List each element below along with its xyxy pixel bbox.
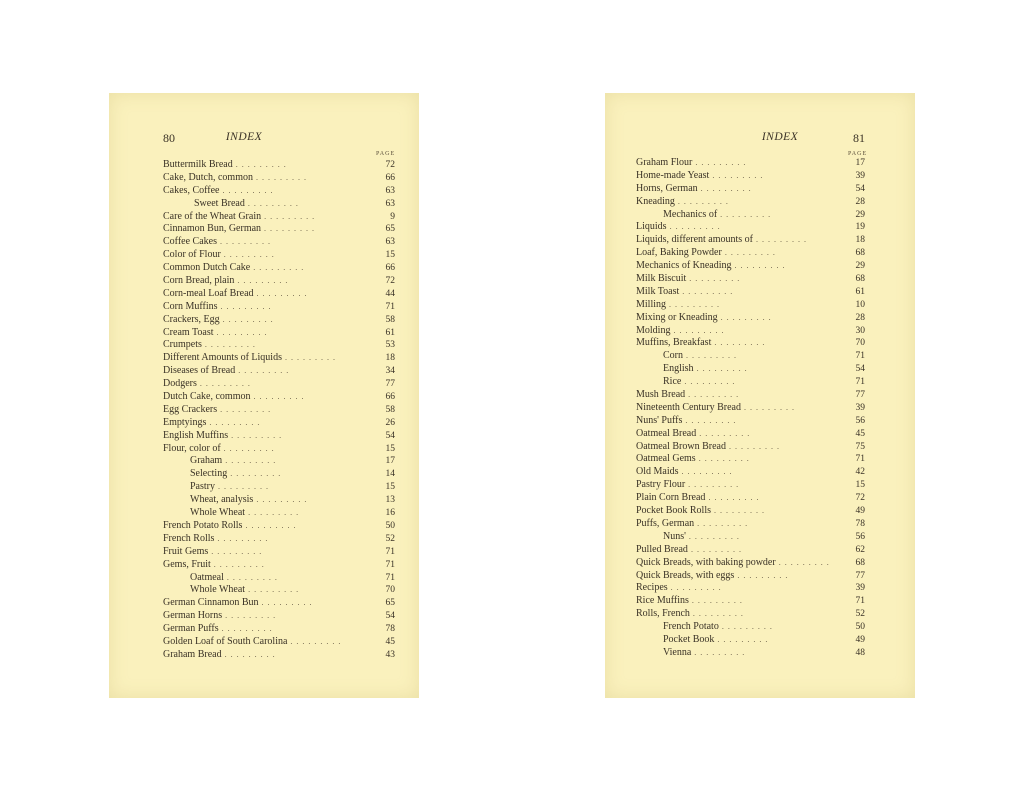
index-entry bbox=[109, 275, 419, 288]
index-entry bbox=[109, 468, 419, 481]
index-entry-label: Corn Bread, plain . . bbox=[163, 275, 288, 288]
index-entry bbox=[605, 247, 915, 260]
index-entry-page: 43 bbox=[385, 649, 395, 660]
index-entry bbox=[109, 481, 419, 494]
index-entry bbox=[109, 288, 419, 301]
index-entry-page: 15 bbox=[385, 443, 395, 454]
index-entry bbox=[605, 170, 915, 183]
index-entry bbox=[605, 337, 915, 350]
index-entry-page: 56 bbox=[855, 415, 865, 426]
index-entry bbox=[109, 159, 419, 172]
index-entry bbox=[605, 363, 915, 376]
index-entry bbox=[605, 595, 915, 608]
index-entry-page: 10 bbox=[855, 299, 865, 310]
index-entry bbox=[605, 531, 915, 544]
index-entry-page: 58 bbox=[385, 314, 395, 325]
index-entry-label: Common Dutch Cake . . bbox=[163, 262, 304, 275]
index-entry bbox=[109, 636, 419, 649]
index-entry-label: Graham Flour . . bbox=[636, 157, 746, 170]
index-entry bbox=[109, 185, 419, 198]
index-entry bbox=[109, 597, 419, 610]
index-entry bbox=[605, 544, 915, 557]
index-entry bbox=[605, 557, 915, 570]
index-entry-label: Nuns' Puffs . . bbox=[636, 415, 736, 428]
index-entry bbox=[605, 157, 915, 170]
index-entry bbox=[605, 518, 915, 531]
index-entry-page: 66 bbox=[385, 392, 395, 403]
index-entry-page: 61 bbox=[385, 327, 395, 338]
index-entry-label: Wheat, analysis . . bbox=[190, 494, 307, 507]
index-entry bbox=[605, 273, 915, 286]
index-entry bbox=[109, 262, 419, 275]
index-entry-label: French Potato Rolls . . bbox=[163, 520, 296, 533]
index-entry bbox=[605, 221, 915, 234]
index-entry-page: 18 bbox=[855, 235, 865, 246]
index-entry-label: Nineteenth Century Bread . . bbox=[636, 402, 795, 415]
index-entry bbox=[109, 623, 419, 636]
index-entry-page: 45 bbox=[855, 428, 865, 439]
index-entry-label: French Rolls . . bbox=[163, 533, 268, 546]
index-entry bbox=[605, 492, 915, 505]
index-entry-label: Oatmeal Brown Bread . . bbox=[636, 441, 780, 454]
index-entry-page: 68 bbox=[855, 557, 865, 568]
index-entry-page: 56 bbox=[855, 531, 865, 542]
index-entry bbox=[605, 376, 915, 389]
page-column-label: PAGE bbox=[376, 151, 396, 157]
index-entry-page: 63 bbox=[385, 237, 395, 248]
index-entry-label: Vienna . . bbox=[663, 647, 745, 660]
index-entry-label: Fruit Gems . . bbox=[163, 546, 262, 559]
index-entry-page: 77 bbox=[385, 379, 395, 390]
index-entry-page: 39 bbox=[855, 402, 865, 413]
index-entry-page: 9 bbox=[390, 211, 395, 222]
index-entry-label: Home-made Yeast . . bbox=[636, 170, 763, 183]
index-entry bbox=[605, 466, 915, 479]
index-entry-page: 39 bbox=[855, 583, 865, 594]
index-entry-label: Color of Flour . . bbox=[163, 249, 275, 262]
index-entry-label: Graham Bread . . bbox=[163, 649, 276, 662]
index-entry-label: Kneading . . bbox=[636, 196, 729, 209]
index-entry-label: Quick Breads, with eggs . . bbox=[636, 570, 788, 583]
index-entry-page: 71 bbox=[385, 546, 395, 557]
index-entry-page: 28 bbox=[855, 312, 865, 323]
index-entry-page: 61 bbox=[855, 286, 865, 297]
index-entry-label: Corn Muffins . . bbox=[163, 301, 272, 314]
left-page bbox=[109, 93, 419, 698]
index-entry bbox=[109, 223, 419, 236]
index-entry-page: 52 bbox=[855, 609, 865, 620]
index-entry-label: Recipes . . bbox=[636, 582, 722, 595]
index-entry-page: 50 bbox=[855, 622, 865, 633]
index-entry bbox=[109, 249, 419, 262]
index-entry bbox=[605, 286, 915, 299]
index-entry-page: 54 bbox=[385, 611, 395, 622]
index-entry-page: 62 bbox=[855, 544, 865, 555]
index-entry-label: French Potato . . bbox=[663, 621, 773, 634]
index-entry-label: Milling . . bbox=[636, 299, 720, 312]
index-entry bbox=[605, 350, 915, 363]
index-entry-label: Loaf, Baking Powder . . bbox=[636, 247, 776, 260]
index-entry-label: Buttermilk Bread . . bbox=[163, 159, 287, 172]
index-entry bbox=[109, 339, 419, 352]
index-entry-page: 29 bbox=[855, 209, 865, 220]
index-entry-label: Mechanics of Kneading . . bbox=[636, 260, 786, 273]
index-entry-page: 72 bbox=[385, 276, 395, 287]
index-entry-page: 49 bbox=[855, 634, 865, 645]
page-column-label: PAGE bbox=[848, 151, 868, 157]
index-entry-label: Coffee Cakes . . bbox=[163, 236, 271, 249]
index-entry bbox=[605, 570, 915, 583]
index-entry-page: 26 bbox=[385, 417, 395, 428]
index-entry-page: 70 bbox=[855, 338, 865, 349]
index-entry-page: 75 bbox=[855, 441, 865, 452]
index-entry-page: 50 bbox=[385, 520, 395, 531]
index-entries bbox=[605, 157, 915, 660]
index-entry-label: Rice . . bbox=[663, 376, 735, 389]
index-entry-page: 19 bbox=[855, 222, 865, 233]
index-entry bbox=[605, 582, 915, 595]
index-entry-page: 17 bbox=[855, 158, 865, 168]
index-entry-label: Pastry . . bbox=[190, 481, 269, 494]
index-entry-label: Sweet Bread . . bbox=[194, 198, 299, 211]
index-entry-label: Liquids, different amounts of . . bbox=[636, 234, 807, 247]
index-entry bbox=[109, 301, 419, 314]
index-entry-page: 78 bbox=[385, 624, 395, 635]
index-entry-label: Whole Wheat . . bbox=[190, 507, 299, 520]
index-entry-page: 34 bbox=[385, 366, 395, 377]
index-entry-label: Gems, Fruit . . bbox=[163, 559, 265, 572]
index-entry-label: Plain Corn Bread . . bbox=[636, 492, 759, 505]
index-entry-label: Crumpets . . bbox=[163, 339, 256, 352]
index-entry-label: English . . bbox=[663, 363, 748, 376]
index-entry-label: Dutch Cake, common . . bbox=[163, 391, 304, 404]
index-entry bbox=[109, 236, 419, 249]
index-entry-label: Rolls, French . . bbox=[636, 608, 744, 621]
index-entry-label: Diseases of Bread . . bbox=[163, 365, 289, 378]
index-entry bbox=[109, 404, 419, 417]
index-entry-label: Cinnamon Bun, German . . bbox=[163, 223, 315, 236]
index-entry-label: Mush Bread . . bbox=[636, 389, 739, 402]
index-entry bbox=[109, 211, 419, 224]
index-entry-page: 71 bbox=[385, 301, 395, 312]
running-title: INDEX bbox=[761, 131, 799, 143]
index-entry-page: 77 bbox=[855, 390, 865, 401]
index-entry-page: 44 bbox=[385, 288, 395, 299]
index-entry bbox=[109, 172, 419, 185]
index-entry-page: 68 bbox=[855, 274, 865, 285]
index-entry-page: 78 bbox=[855, 518, 865, 529]
running-title: INDEX bbox=[225, 131, 263, 143]
index-entry-page: 77 bbox=[855, 570, 865, 581]
page-number: 81 bbox=[853, 131, 865, 145]
index-entry-page: 14 bbox=[385, 469, 395, 480]
index-entry-label: Corn . . bbox=[663, 350, 737, 363]
index-entry-page: 52 bbox=[385, 533, 395, 544]
index-entry-label: Puffs, German . . bbox=[636, 518, 748, 531]
index-entry bbox=[605, 260, 915, 273]
index-entry bbox=[605, 647, 915, 660]
index-entry-page: 17 bbox=[385, 456, 395, 467]
running-head bbox=[605, 131, 915, 147]
index-entry-page: 29 bbox=[855, 261, 865, 272]
index-entry-label: Pastry Flour . . bbox=[636, 479, 739, 492]
index-entry bbox=[109, 391, 419, 404]
index-entry-label: Oatmeal . . bbox=[190, 572, 278, 585]
index-entry-page: 42 bbox=[855, 467, 865, 478]
index-entry-label: Different Amounts of Liquids . . bbox=[163, 352, 336, 365]
index-entry bbox=[605, 402, 915, 415]
index-entry bbox=[605, 608, 915, 621]
index-entry-label: German Puffs . . bbox=[163, 623, 273, 636]
index-entry-label: Rice Muffins . . bbox=[636, 595, 743, 608]
index-entry-label: Golden Loaf of South Carolina . . bbox=[163, 636, 341, 649]
index-entry bbox=[109, 327, 419, 340]
index-entry-page: 18 bbox=[385, 353, 395, 364]
index-entry-label: Nuns' . . bbox=[663, 531, 740, 544]
index-entry-page: 72 bbox=[385, 160, 395, 170]
index-entry bbox=[109, 378, 419, 391]
index-entry bbox=[109, 365, 419, 378]
index-entry-page: 65 bbox=[385, 598, 395, 609]
index-entry bbox=[109, 520, 419, 533]
index-entry-label: English Muffins . . bbox=[163, 430, 282, 443]
index-entry bbox=[109, 572, 419, 585]
index-entry-label: Cake, Dutch, common . . bbox=[163, 172, 307, 185]
index-entry-page: 54 bbox=[855, 364, 865, 375]
index-entry-label: Liquids . . bbox=[636, 221, 721, 234]
index-entry bbox=[109, 546, 419, 559]
index-entry-label: Pocket Book . . bbox=[663, 634, 768, 647]
index-entry-label: Egg Crackers . . bbox=[163, 404, 271, 417]
index-entry-page: 45 bbox=[385, 636, 395, 647]
index-entry-label: Pulled Bread . . bbox=[636, 544, 742, 557]
index-entry-label: Milk Toast . . bbox=[636, 286, 733, 299]
index-entry-label: Old Maids . . bbox=[636, 466, 733, 479]
index-entry-label: Quick Breads, with baking powder . . bbox=[636, 557, 830, 570]
index-entry-label: Mixing or Kneading . . bbox=[636, 312, 772, 325]
index-entry-page: 71 bbox=[855, 454, 865, 465]
index-entry-label: Milk Biscuit . . bbox=[636, 273, 740, 286]
index-entry bbox=[109, 314, 419, 327]
index-entry bbox=[605, 389, 915, 402]
index-entry-label: Crackers, Egg . . bbox=[163, 314, 274, 327]
index-entry-page: 65 bbox=[385, 224, 395, 235]
index-entry-label: Whole Wheat . . bbox=[190, 584, 299, 597]
index-entry-page: 49 bbox=[855, 506, 865, 517]
index-entry bbox=[109, 507, 419, 520]
index-entry-page: 15 bbox=[855, 480, 865, 491]
index-entry-page: 71 bbox=[855, 596, 865, 607]
index-entry-page: 48 bbox=[855, 647, 865, 658]
index-entry-label: Oatmeal Bread . . bbox=[636, 428, 750, 441]
index-entry bbox=[605, 634, 915, 647]
index-entry bbox=[605, 312, 915, 325]
index-entry-label: Horns, German . . bbox=[636, 183, 752, 196]
index-entries bbox=[109, 159, 419, 662]
index-entry bbox=[605, 183, 915, 196]
running-head bbox=[109, 131, 419, 147]
index-entry-label: Cakes, Coffee . . bbox=[163, 185, 273, 198]
index-entry bbox=[605, 299, 915, 312]
index-entry-page: 58 bbox=[385, 404, 395, 415]
index-entry-page: 54 bbox=[855, 183, 865, 194]
index-entry-page: 68 bbox=[855, 248, 865, 259]
index-entry bbox=[605, 415, 915, 428]
index-entry bbox=[109, 443, 419, 456]
index-entry-label: Oatmeal Gems . . bbox=[636, 453, 750, 466]
index-entry-label: Emptyings . . bbox=[163, 417, 260, 430]
index-entry bbox=[109, 559, 419, 572]
index-entry-page: 63 bbox=[385, 198, 395, 209]
index-entry-page: 54 bbox=[385, 430, 395, 441]
index-entry-label: German Horns . . bbox=[163, 610, 276, 623]
index-entry bbox=[605, 479, 915, 492]
index-entry-page: 66 bbox=[385, 172, 395, 183]
index-entry-label: Molding . . bbox=[636, 325, 724, 338]
index-entry-page: 63 bbox=[385, 185, 395, 196]
index-entry bbox=[109, 430, 419, 443]
index-entry-label: Muffins, Breakfast . . bbox=[636, 337, 765, 350]
index-entry-page: 71 bbox=[855, 351, 865, 362]
index-entry bbox=[109, 352, 419, 365]
index-entry-page: 16 bbox=[385, 508, 395, 519]
index-entry bbox=[605, 325, 915, 338]
index-entry bbox=[605, 621, 915, 634]
index-entry bbox=[109, 610, 419, 623]
index-entry-page: 15 bbox=[385, 482, 395, 493]
index-entry-page: 15 bbox=[385, 250, 395, 261]
index-entry bbox=[109, 455, 419, 468]
index-entry-label: German Cinnamon Bun . . bbox=[163, 597, 313, 610]
index-entry bbox=[605, 428, 915, 441]
index-entry bbox=[605, 234, 915, 247]
index-entry-page: 71 bbox=[385, 572, 395, 583]
index-entry bbox=[109, 494, 419, 507]
index-entry bbox=[109, 584, 419, 597]
index-entry bbox=[109, 649, 419, 662]
right-page bbox=[605, 93, 915, 698]
index-entry-page: 30 bbox=[855, 325, 865, 336]
index-entry bbox=[605, 453, 915, 466]
index-entry-page: 71 bbox=[385, 559, 395, 570]
index-entry bbox=[605, 505, 915, 518]
index-entry-page: 13 bbox=[385, 495, 395, 506]
index-entry-page: 53 bbox=[385, 340, 395, 351]
index-entry bbox=[605, 196, 915, 209]
index-entry bbox=[109, 417, 419, 430]
index-entry-page: 70 bbox=[385, 585, 395, 596]
index-entry bbox=[109, 533, 419, 546]
index-entry-label: Cream Toast . . bbox=[163, 327, 268, 340]
index-entry-page: 39 bbox=[855, 170, 865, 181]
page-number: 80 bbox=[163, 131, 175, 145]
index-entry bbox=[605, 209, 915, 222]
index-entry-label: Flour, color of . . bbox=[163, 443, 275, 456]
index-entry-page: 28 bbox=[855, 196, 865, 207]
index-entry-page: 72 bbox=[855, 493, 865, 504]
index-entry-label: Corn-meal Loaf Bread . . bbox=[163, 288, 308, 301]
index-entry-label: Graham . . bbox=[190, 455, 276, 468]
index-entry-label: Mechanics of . . bbox=[663, 209, 771, 222]
index-entry-page: 71 bbox=[855, 377, 865, 388]
index-entry-label: Selecting . . bbox=[190, 468, 281, 481]
index-entry bbox=[605, 441, 915, 454]
index-entry-label: Pocket Book Rolls . . bbox=[636, 505, 765, 518]
index-entry-label: Dodgers . . bbox=[163, 378, 251, 391]
index-entry-page: 66 bbox=[385, 263, 395, 274]
index-entry bbox=[109, 198, 419, 211]
index-entry-label: Care of the Wheat Grain . . bbox=[163, 211, 315, 224]
